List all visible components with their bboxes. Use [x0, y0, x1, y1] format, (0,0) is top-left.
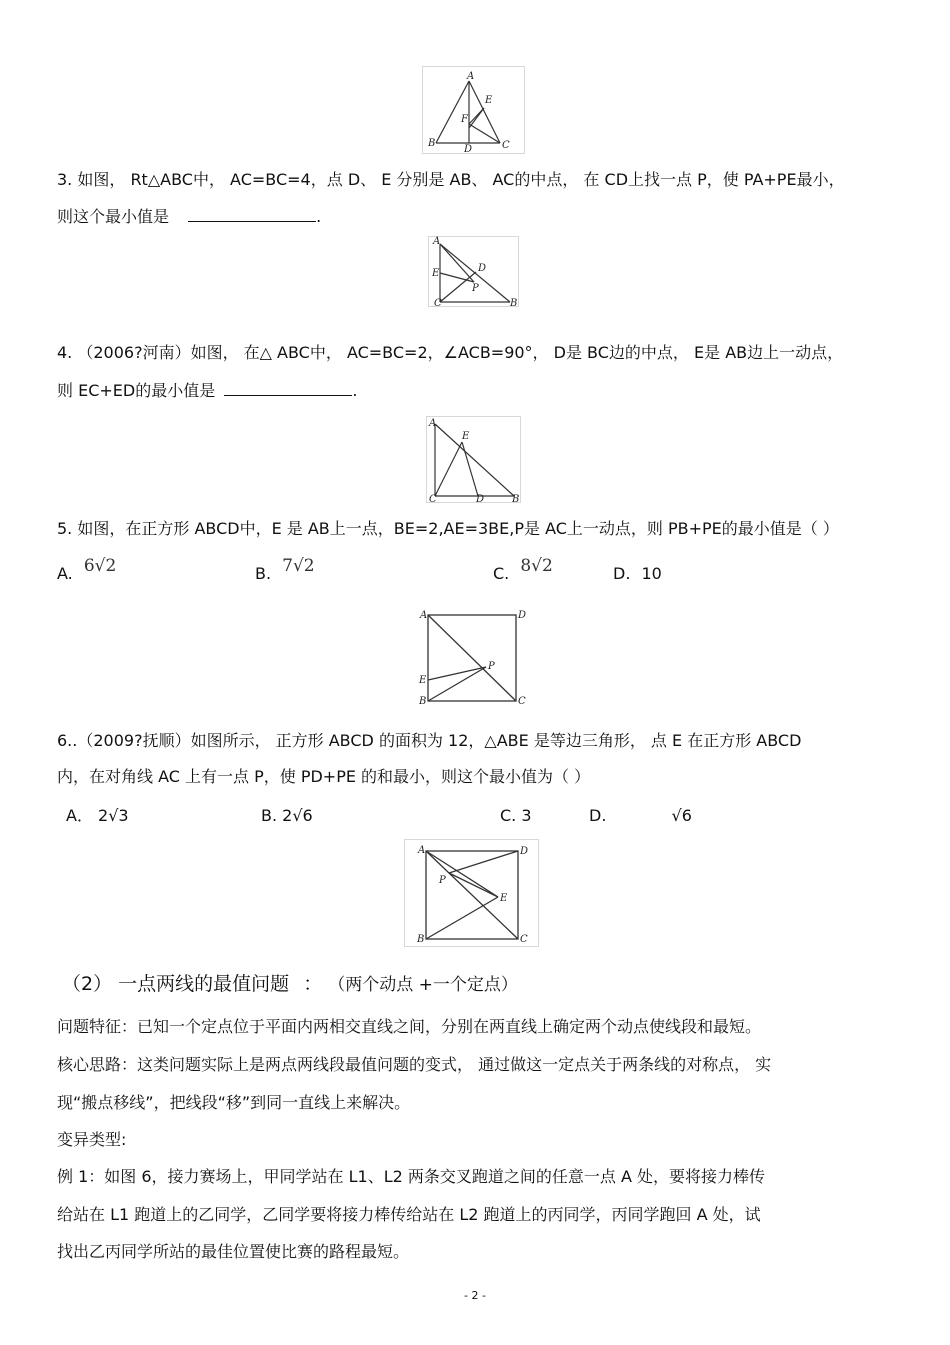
- q6-option-c[interactable]: [500, 806, 532, 826]
- q3-line1: 3. 如图， Rt△ABC中， AC=BC=4，点 D、 E 分别是 AB、 AC的中点， 在 CD上找一点 P，使 PA+PE最小，: [57, 170, 845, 189]
- label-d: D: [476, 494, 485, 504]
- q5-option-a[interactable]: [57, 556, 117, 584]
- label-e: E: [500, 893, 508, 904]
- option-label: B.: [261, 806, 278, 825]
- label-f: F: [461, 114, 468, 125]
- section-heading: [62, 972, 518, 997]
- label-b: B: [510, 298, 518, 308]
- option-label: D.: [589, 806, 607, 825]
- label-b: B: [417, 934, 425, 945]
- option-label: C.: [500, 806, 517, 825]
- q3-line2: [57, 207, 321, 227]
- label-b: B: [428, 138, 436, 149]
- label-p: P: [439, 875, 446, 886]
- option-value: 7√2: [282, 556, 315, 576]
- option-label: A.: [57, 564, 73, 583]
- label-e: E: [432, 268, 440, 279]
- q4-prompt: 则 EC+ED的最小值是: [57, 381, 216, 400]
- option-value: 2√6: [282, 806, 313, 825]
- option-value: 2√3: [98, 806, 129, 825]
- label-e: E: [485, 95, 493, 106]
- label-a: A: [429, 418, 437, 429]
- option-value: 8√2: [520, 556, 553, 576]
- section-title: （2） 一点两线的最值问题: [62, 973, 290, 995]
- q4-answer-blank[interactable]: [224, 381, 352, 396]
- label-b: B: [419, 696, 427, 707]
- q6-line1: 6..（2009?抚顺）如图所示， 正方形 ABCD 的面积为 12，△ABE 是等边三角形， 点 E 在正方形 ABCD: [57, 731, 802, 750]
- option-label: A．: [66, 806, 93, 825]
- example1-line1: 例 1：如图 6，接力赛场上，甲同学站在 L1、L2 两条交叉跑道之间的任意一点 A 处，要将接力棒传: [57, 1167, 766, 1186]
- example1-line2: 给站在 L1 跑道上的乙同学，乙同学要将接力棒传给站在 L2 跑道上的丙同学，丙同学跑回 A 处，试: [57, 1205, 761, 1224]
- option-label: B.: [255, 564, 272, 583]
- q6-line2: 内，在对角线 AC 上有一点 P，使 PD+PE 的和最小，则这个最小值为（ ）: [57, 767, 591, 786]
- figure-q4: [426, 416, 522, 504]
- q6-option-b[interactable]: [261, 806, 313, 826]
- q5-option-d[interactable]: [613, 564, 662, 584]
- q4-line2: [57, 381, 357, 401]
- label-a: A: [467, 71, 475, 82]
- option-value: 10: [641, 564, 662, 583]
- figure-q6: [404, 839, 540, 947]
- section-colon: ：: [303, 973, 323, 995]
- q4-line1: 4. （2006?河南）如图， 在△ ABC中， AC=BC=2，∠ACB=90°， D是 BC边的中点， E是 AB边上一动点，: [57, 343, 844, 362]
- label-p: P: [472, 283, 479, 294]
- label-d: D: [520, 846, 529, 857]
- example1-line3: 找出乙丙同学所站的最佳位置使比赛的路程最短。: [57, 1242, 410, 1261]
- label-d: D: [518, 610, 527, 621]
- section-subtitle: （两个动点 +一个定点）: [328, 975, 518, 995]
- q5-line1: 5. 如图，在正方形 ABCD中，E 是 AB上一点，BE=2,AE=3BE,P是 AC上一动点，则 PB+PE的最小值是（ ）: [57, 519, 839, 538]
- option-label: D.: [613, 564, 631, 583]
- label-c: C: [502, 140, 510, 151]
- label-p: P: [488, 661, 495, 672]
- label-e: E: [462, 431, 470, 442]
- q5-option-c[interactable]: [493, 556, 553, 584]
- figure-q3: [428, 236, 520, 308]
- q6-option-d[interactable]: [589, 806, 692, 826]
- problem-feature: 问题特征：已知一个定点位于平面内两相交直线之间，分别在两直线上确定两个动点使线段和最短。: [57, 1017, 762, 1036]
- core-idea-line2: 现“搬点移线”，把线段“移”到同一直线上来解决。: [57, 1093, 411, 1112]
- option-value: √6: [671, 806, 692, 825]
- label-b: B: [512, 494, 520, 504]
- label-d: D: [464, 144, 473, 154]
- label-a: A: [433, 236, 441, 247]
- q3-answer-blank[interactable]: [188, 207, 316, 222]
- q3-prompt: 则这个最小值是: [57, 207, 170, 226]
- option-label: C.: [493, 564, 510, 583]
- label-c: C: [518, 696, 526, 707]
- figure-triangle-abc-efd: [422, 66, 526, 154]
- label-a: A: [418, 845, 426, 856]
- label-e: E: [419, 675, 427, 686]
- q6-option-a[interactable]: [66, 806, 129, 826]
- label-d: D: [478, 263, 487, 274]
- variant-types: 变异类型:: [57, 1130, 127, 1149]
- label-c: C: [434, 298, 442, 308]
- core-idea-line1: 核心思路：这类问题实际上是两点两线段最值问题的变式， 通过做这一定点关于两条线的对称点， 实: [57, 1055, 772, 1074]
- q4-period: .: [352, 381, 358, 400]
- page-number: - 2 -: [464, 1289, 486, 1302]
- label-a: A: [420, 610, 428, 621]
- label-c: C: [429, 494, 437, 504]
- option-value: 6√2: [83, 556, 117, 576]
- figure-q5: [414, 607, 534, 707]
- q3-period: .: [316, 207, 322, 226]
- option-value: 3: [521, 806, 532, 825]
- label-c: C: [520, 934, 528, 945]
- q5-option-b[interactable]: [255, 556, 315, 584]
